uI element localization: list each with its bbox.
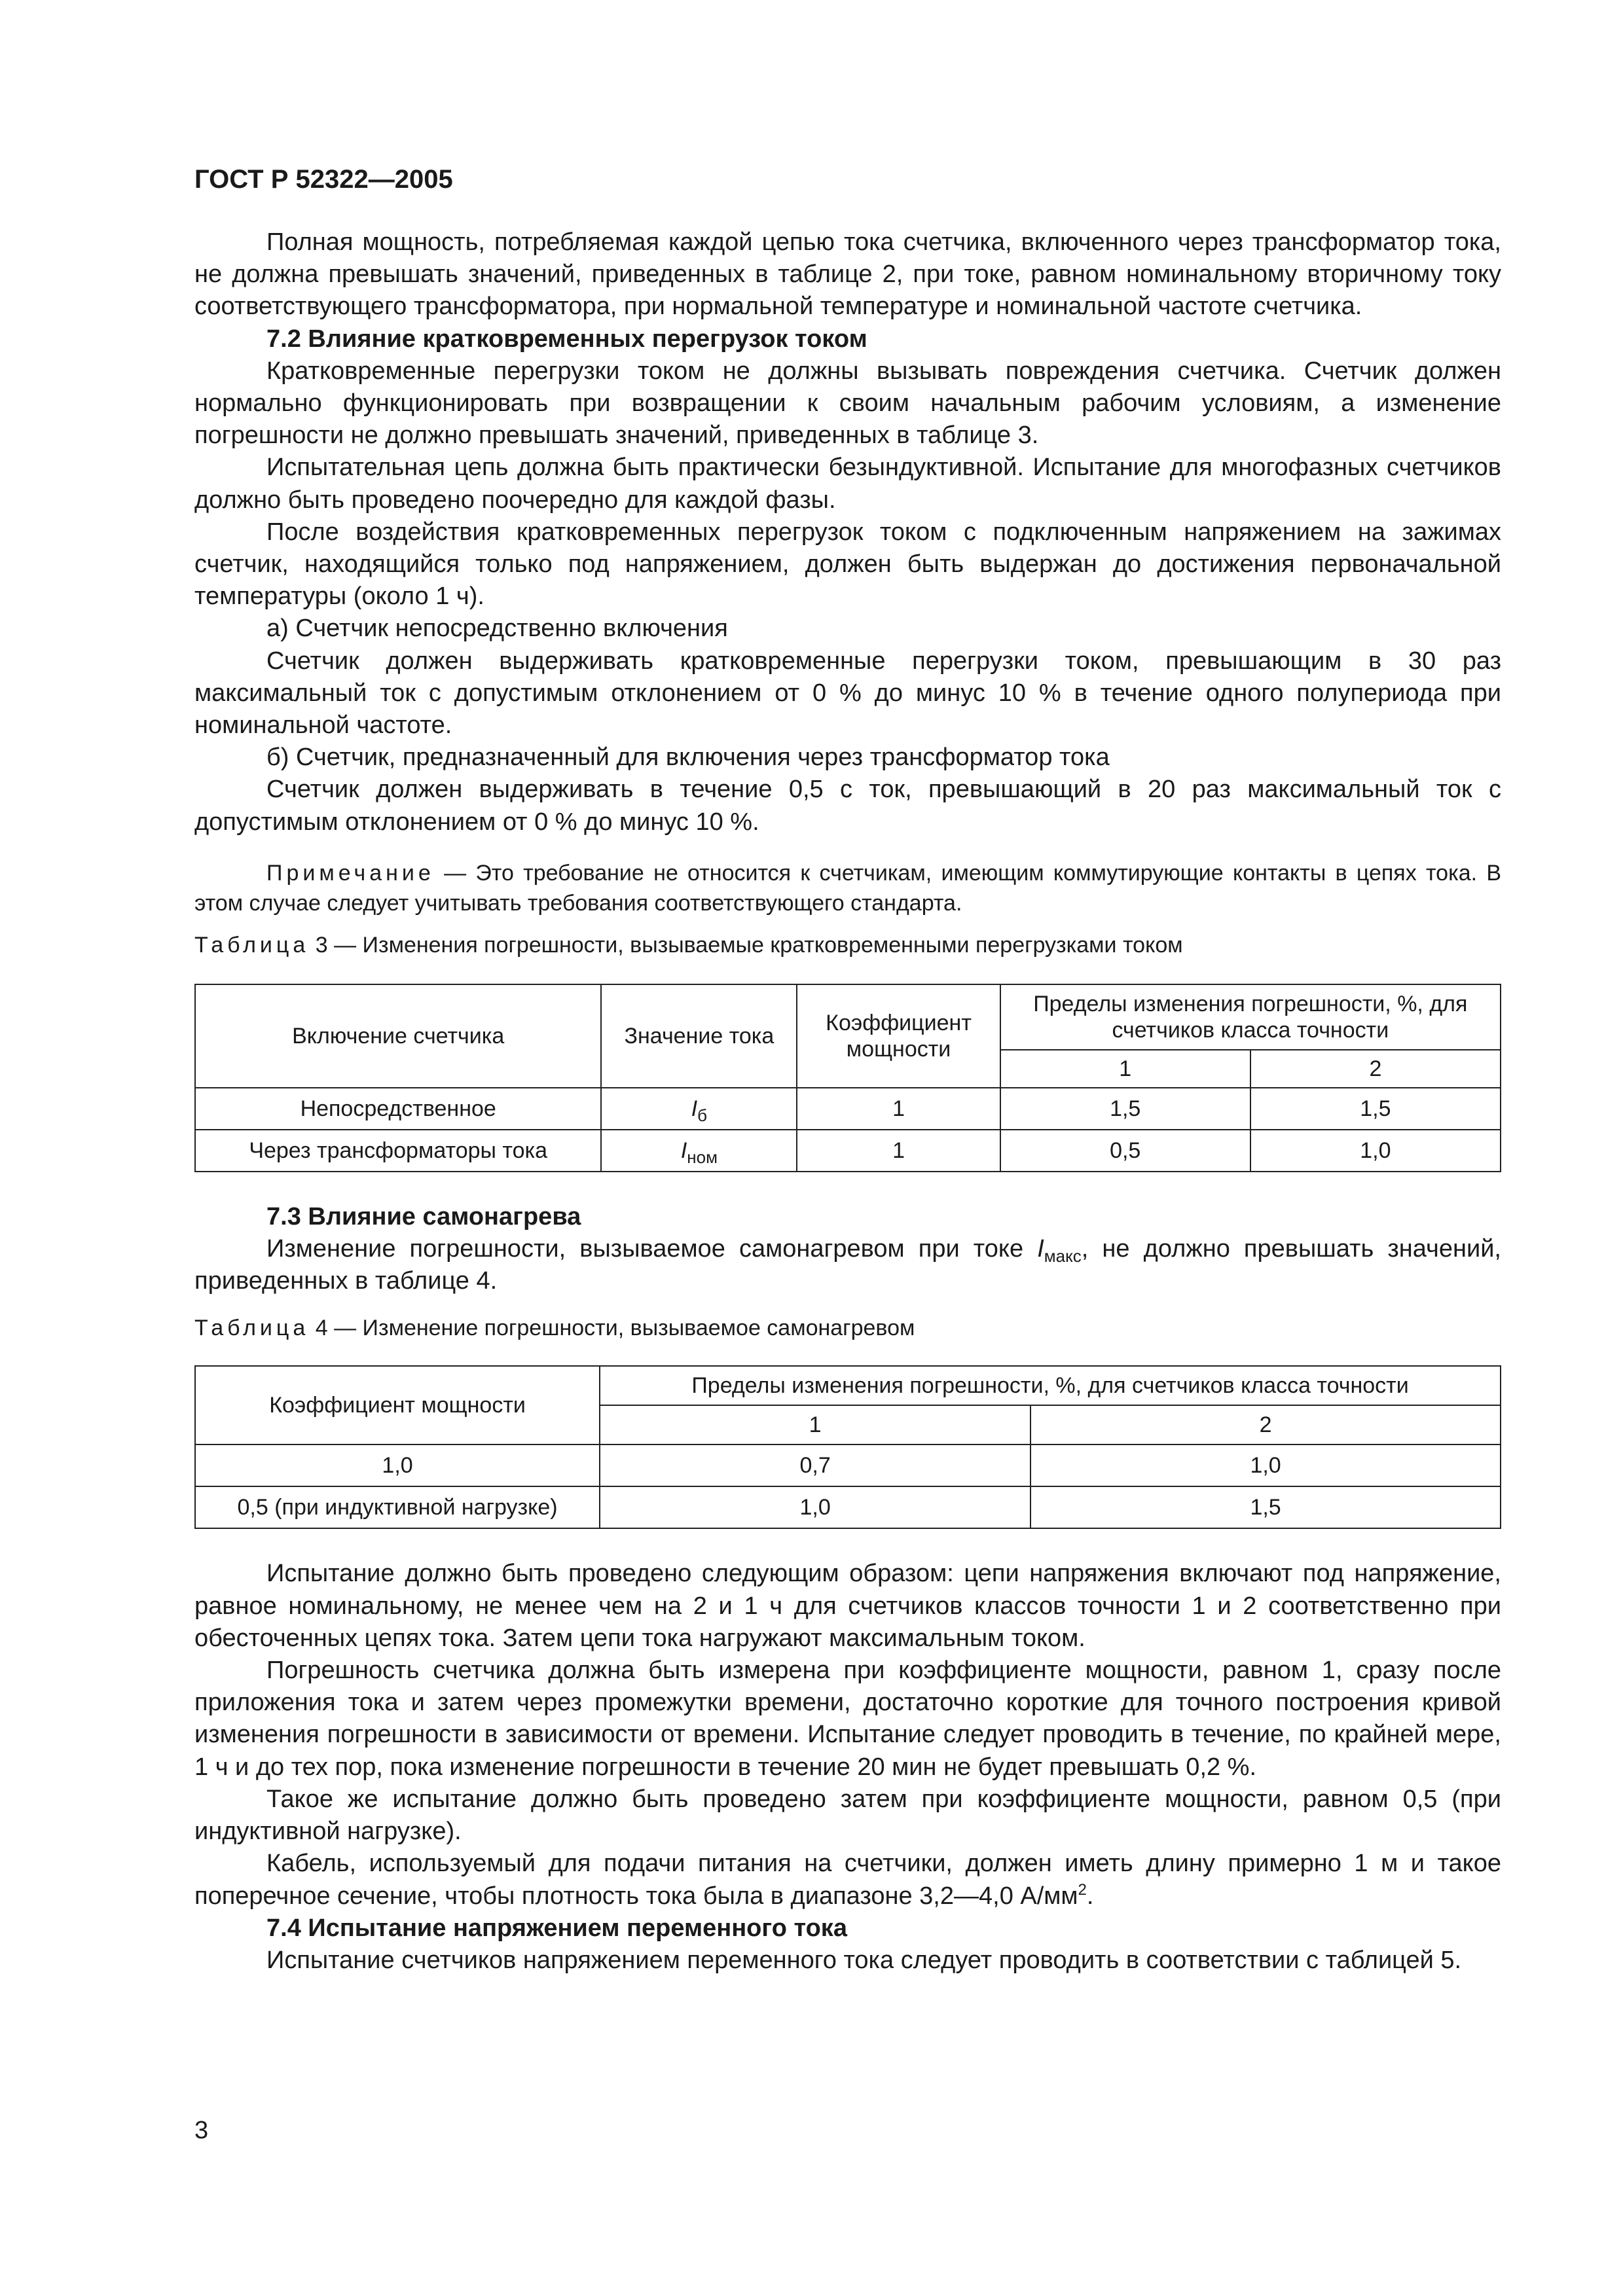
table-caption-text: 4 — Изменение погрешности, вызываемое самонагревом bbox=[309, 1316, 915, 1341]
cell-power-factor: 1 bbox=[797, 1130, 1000, 1172]
cell-class-2: 1,5 bbox=[1030, 1486, 1501, 1528]
cell-current: $I_б$ bbox=[601, 1088, 797, 1130]
list-item-a: а) Счетчик непосредственно включения bbox=[266, 615, 728, 643]
page-number: 3 bbox=[194, 2117, 209, 2144]
cell-current: $I_{ном}$ bbox=[601, 1130, 797, 1172]
cell-power-factor: 1,0 bbox=[195, 1444, 600, 1486]
paragraph-power-consumption: Полная мощность, потребляемая каждой цепью тока счетчика, включенного через трансформатор тока, не должна превышать значений, приведенных в таблице 2, при токе, равном номинальному вторичному току соответствующего трансформатора, при нормальной температуре и номинальной частоте счетчика. bbox=[194, 228, 1501, 321]
cell-class-1: 0,7 bbox=[600, 1444, 1030, 1486]
paragraph: Испытание должно быть проведено следующим образом: цепи напряжения включают под напряжение, равное номинальному, не менее чем на 2 и 1 ч для счетчиков классов точности 1 и 2 соответственно при обесточенных цепях тока. Затем цепи тока нагружают максимальным током. bbox=[194, 1560, 1501, 1652]
table-row bbox=[195, 1486, 1501, 1528]
document-code: ГОСТ Р 52322—2005 bbox=[194, 165, 453, 194]
cell-class-1: 1,0 bbox=[600, 1486, 1030, 1528]
paragraph: Изменение погрешности, вызываемое самонагревом при токе $I_{макс}$, не должно превышать значений, приведенных в таблице 4. bbox=[194, 1235, 1501, 1295]
table-3-caption bbox=[194, 930, 1501, 960]
section-7-3-heading: 7.3 Влияние самонагрева bbox=[266, 1202, 581, 1230]
cell-connection: Через трансформаторы тока bbox=[195, 1130, 601, 1172]
note bbox=[194, 858, 1501, 918]
cell-power-factor: 0,5 (при индуктивной нагрузке) bbox=[195, 1486, 600, 1528]
header-error-limits: Пределы изменения погрешности, %, для счетчиков класса точности bbox=[1000, 984, 1501, 1050]
table-label: Таблица bbox=[194, 1316, 310, 1341]
table-3 bbox=[194, 984, 1501, 1172]
header-power-factor: Коэффициент мощности bbox=[797, 984, 1000, 1088]
list-item-b: б) Счетчик, предназначенный для включения через трансформатор тока bbox=[266, 744, 1110, 772]
table-row bbox=[195, 1444, 1501, 1486]
cell-class-1: 0,5 bbox=[1000, 1130, 1250, 1172]
header-connection: Включение счетчика bbox=[195, 984, 601, 1088]
note-text: — Это требование не относится к счетчикам, имеющим коммутирующие контакты в цепях тока. В этом случае следует учитывать требования соответствующего стандарта. bbox=[194, 860, 1501, 916]
cell-class-2: 1,0 bbox=[1030, 1444, 1501, 1486]
paragraph: Такое же испытание должно быть проведено затем при коэффициенте мощности, равном 0,5 (при индуктивной нагрузке). bbox=[194, 1785, 1501, 1846]
paragraph: Кратковременные перегрузки током не должны вызывать повреждения счетчика. Счетчик должен нормально функционировать при возвращении к своим начальным рабочим условиям, а изменение погрешности не должно превышать значений, приведенных в таблице 3. bbox=[194, 357, 1501, 450]
table-row bbox=[195, 1088, 1501, 1130]
paragraph: Кабель, используемый для подачи питания на счетчики, должен иметь длину примерно 1 м и такое поперечное сечение, чтобы плотность тока была в диапазоне 3,2—4,0 $А/мм^2$. bbox=[194, 1850, 1501, 1910]
cell-connection: Непосредственное bbox=[195, 1088, 601, 1130]
paragraph: Счетчик должен выдерживать кратковременные перегрузки током, превышающим в 30 раз максимальный ток с допустимым отклонением от 0 % до минус 10 % в течение одного полупериода при номинальной частоте. bbox=[194, 647, 1501, 740]
cell-power-factor: 1 bbox=[797, 1088, 1000, 1130]
header-class-2: 2 bbox=[1250, 1050, 1501, 1088]
table-label: Таблица bbox=[194, 932, 310, 958]
header-class-1: 1 bbox=[600, 1405, 1030, 1444]
table-caption-text: 3 — Изменения погрешности, вызываемые кратковременными перегрузками током bbox=[309, 932, 1183, 958]
table-4-caption bbox=[194, 1313, 1501, 1343]
document-page bbox=[194, 164, 1501, 1977]
header-error-limits: Пределы изменения погрешности, %, для счетчиков класса точности bbox=[600, 1366, 1501, 1405]
header-current: Значение тока bbox=[601, 984, 797, 1088]
header-class-1: 1 bbox=[1000, 1050, 1250, 1088]
note-label: Примечание bbox=[266, 860, 435, 886]
cell-class-2: 1,5 bbox=[1250, 1088, 1501, 1130]
header-power-factor: Коэффициент мощности bbox=[195, 1366, 600, 1444]
cell-class-2: 1,0 bbox=[1250, 1130, 1501, 1172]
cell-class-1: 1,5 bbox=[1000, 1088, 1250, 1130]
table-4 bbox=[194, 1365, 1501, 1529]
paragraph: Испытательная цепь должна быть практически безындуктивной. Испытание для многофазных счетчиков должно быть проведено поочередно для каждой фазы. bbox=[194, 454, 1501, 514]
paragraph: Счетчик должен выдерживать в течение 0,5 с ток, превышающий в 20 раз максимальный ток с допустимым отклонением от 0 % до минус 10 %. bbox=[194, 776, 1501, 836]
paragraph: Испытание счетчиков напряжением переменного тока следует проводить в соответствии с таблицей 5. bbox=[266, 1946, 1462, 1974]
header-class-2: 2 bbox=[1030, 1405, 1501, 1444]
section-7-2-heading: 7.2 Влияние кратковременных перегрузок током bbox=[266, 325, 867, 353]
section-7-4-heading: 7.4 Испытание напряжением переменного тока bbox=[266, 1914, 847, 1942]
paragraph: Погрешность счетчика должна быть измерена при коэффициенте мощности, равном 1, сразу после приложения тока и затем через промежутки времени, достаточно короткие для точного построения кривой изменения погрешности в зависимости от времени. Испытание следует проводить в течение, по крайней мере, 1 ч и до тех пор, пока изменение погрешности в течение 20 мин не будет превышать 0,2 %. bbox=[194, 1657, 1501, 1781]
table-row bbox=[195, 1130, 1501, 1172]
paragraph: После воздействия кратковременных перегрузок током с подключенным напряжением на зажимах счетчик, находящийся только под напряжением, должен быть выдержан до достижения первоначальной температуры (около 1 ч). bbox=[194, 518, 1501, 611]
